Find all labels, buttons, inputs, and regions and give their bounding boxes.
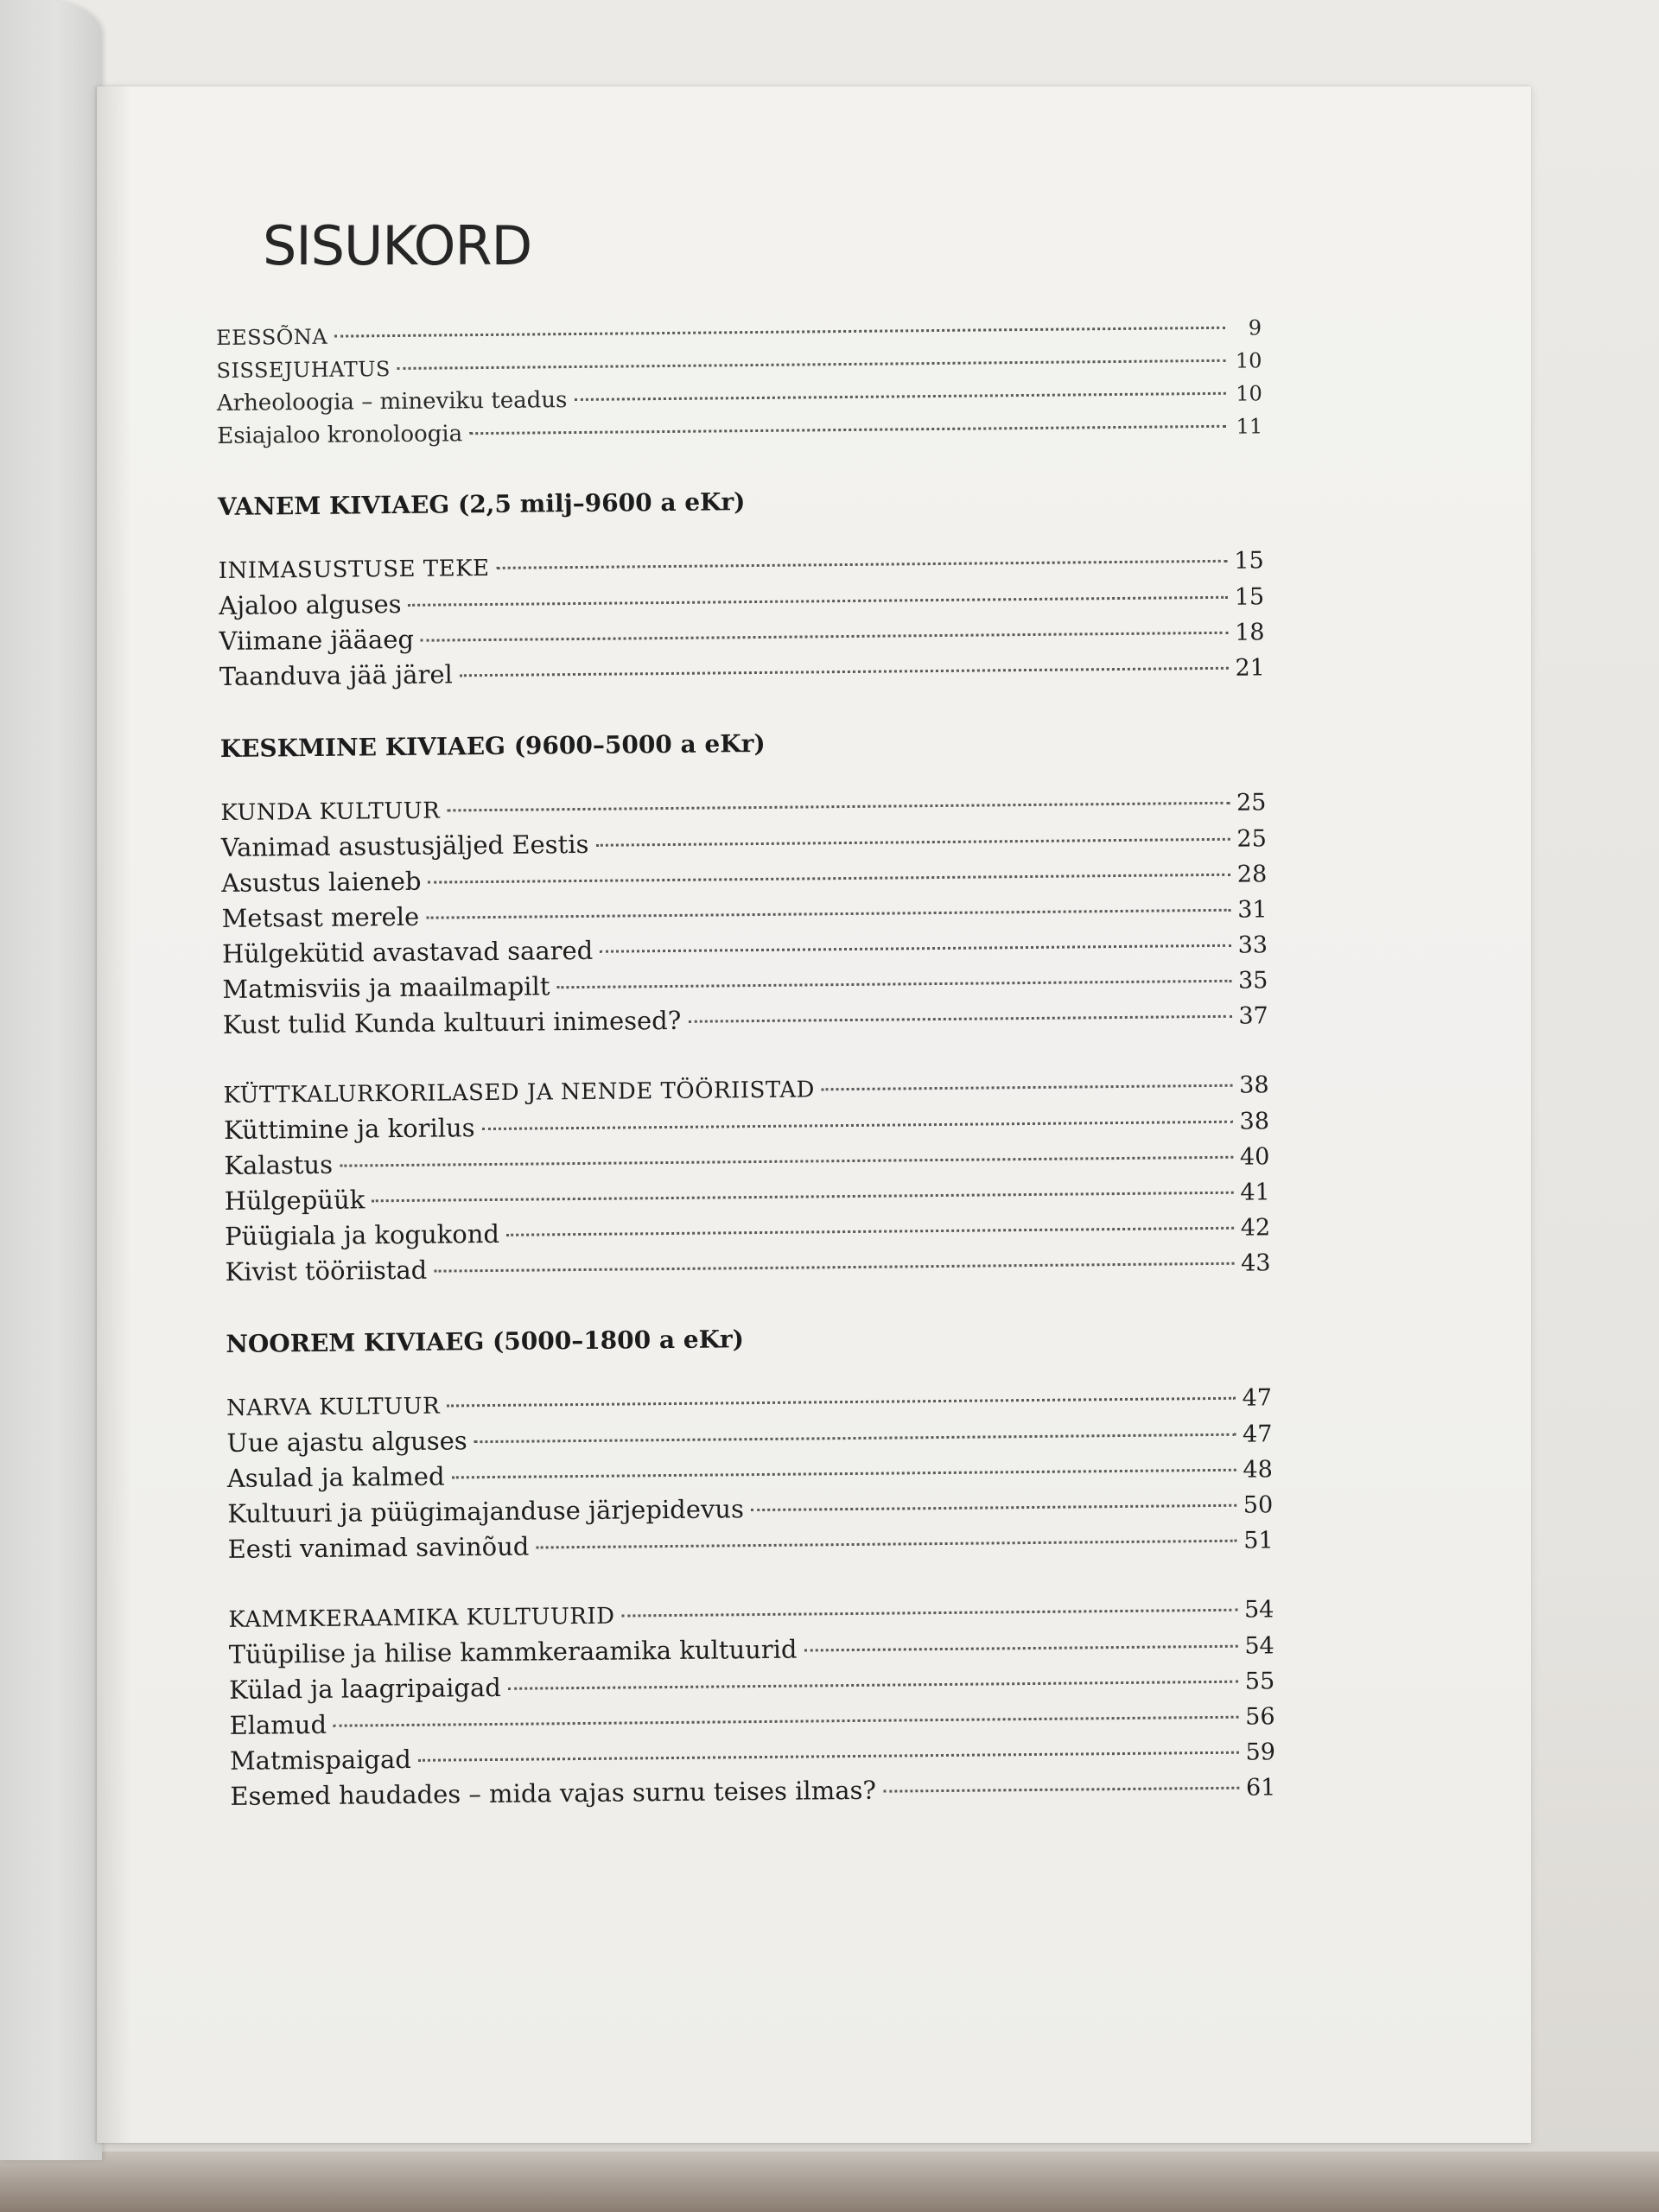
section-heading: VANEM KIVIAEG (2,5 milj–9600 a eKr) <box>217 487 746 521</box>
toc-entry-title: Ajaloo alguses <box>218 588 402 620</box>
toc-entry-page-number: 35 <box>1237 967 1268 995</box>
table-of-contents <box>216 311 1276 1849</box>
dot-leader <box>421 632 1228 642</box>
toc-entry-title: Küttimine ja korilus <box>223 1113 475 1145</box>
toc-entry-title: Uue ajastu alguses <box>226 1426 467 1458</box>
toc-entry-page-number: 15 <box>1234 583 1265 611</box>
toc-entry-title: NARVA KULTUUR <box>226 1393 441 1421</box>
dot-leader <box>340 1156 1233 1167</box>
dot-leader <box>460 667 1229 677</box>
toc-entry-title: Asustus laieneb <box>221 866 422 898</box>
toc-entry-page-number: 50 <box>1243 1491 1274 1519</box>
toc-group <box>223 1067 1270 1290</box>
toc-section <box>226 1314 1275 1815</box>
dot-leader <box>409 596 1228 607</box>
toc-entry-page-number: 10 <box>1236 381 1262 406</box>
section-heading: NOOREM KIVIAEG (5000–1800 a eKr) <box>226 1325 745 1358</box>
toc-entry-title: Kust tulid Kunda kultuuri inimesed? <box>222 1005 682 1039</box>
table-edge <box>0 2152 1659 2212</box>
dot-leader <box>418 1751 1239 1762</box>
toc-entry-title: EESSÕNA <box>216 324 328 350</box>
dot-leader <box>447 1397 1236 1408</box>
toc-group <box>228 1592 1275 1815</box>
toc-entry-title: Matmispaigad <box>229 1744 411 1776</box>
toc-entry-page-number: 37 <box>1238 1002 1268 1030</box>
toc-entry-title: Esemed haudades – mida vajas surnu teises ilmas? <box>230 1775 877 1811</box>
toc-entry-page-number: 48 <box>1243 1456 1273 1484</box>
dot-leader <box>595 838 1230 847</box>
toc-entry-title: SISSEJUHATUS <box>216 357 391 383</box>
toc-entry-page-number: 28 <box>1236 861 1268 888</box>
toc-entry-page-number: 47 <box>1242 1421 1273 1448</box>
toc-entry-title: INIMASUSTUSE TEKE <box>218 555 490 584</box>
toc-section <box>218 477 1265 695</box>
toc-group <box>220 785 1268 1043</box>
toc-entry-title: Hülgekütid avastavad saared <box>221 935 594 969</box>
dot-leader <box>434 1262 1234 1273</box>
toc-entry-page-number: 25 <box>1236 825 1267 853</box>
dot-leader <box>508 1681 1238 1690</box>
toc-entry-page-number: 38 <box>1239 1108 1270 1135</box>
toc-entry-title: KAMMKERAAMIKA KULTUURID <box>228 1603 615 1633</box>
intro-entries <box>216 311 1262 453</box>
dot-leader <box>428 874 1230 884</box>
dot-leader <box>574 392 1225 401</box>
toc-entry-page-number: 54 <box>1244 1632 1274 1660</box>
toc-entry-page-number: 9 <box>1248 315 1262 340</box>
dot-leader <box>497 560 1228 569</box>
dot-leader <box>751 1504 1236 1511</box>
dot-leader <box>334 1716 1238 1727</box>
toc-entry-title: Vanimad asustusjäljed Eestis <box>220 829 589 862</box>
dot-leader <box>883 1787 1239 1793</box>
toc-entry-title: Tüüpilise ja hilise kammkeraamika kultuurid <box>228 1634 798 1669</box>
toc-entry-page-number: 40 <box>1239 1143 1270 1171</box>
dot-leader <box>334 327 1225 338</box>
toc-entry-title: KÜTTKALURKORILASED JA NENDE TÖÖRIISTAD <box>223 1077 816 1109</box>
toc-section <box>220 719 1271 1290</box>
dot-leader <box>452 1469 1236 1479</box>
toc-entry-title: Elamud <box>229 1709 327 1740</box>
toc-entry-page-number: 59 <box>1245 1738 1276 1766</box>
dot-leader <box>372 1192 1233 1203</box>
dot-leader <box>426 909 1230 919</box>
toc-entry-page-number: 38 <box>1239 1071 1269 1099</box>
toc-entry-title: Kultuuri ja püügimajanduse järjepidevus <box>227 1494 745 1529</box>
toc-entry-page-number: 10 <box>1235 348 1262 373</box>
toc-sections <box>218 477 1276 1815</box>
toc-entry-title: Taanduva jää järel <box>219 659 453 691</box>
toc-entry-title: Kivist tööriistad <box>225 1255 428 1287</box>
toc-entry-page-number: 61 <box>1245 1774 1276 1802</box>
dot-leader <box>822 1084 1232 1091</box>
dot-leader <box>556 980 1231 988</box>
gutter-shadow <box>97 86 131 2143</box>
toc-entry-page-number: 11 <box>1236 414 1263 439</box>
dot-leader <box>600 944 1230 953</box>
toc-entry-title: Eesti vanimad savinõud <box>227 1531 530 1564</box>
toc-entry-page-number: 47 <box>1242 1384 1273 1412</box>
toc-entry-title: Matmisviis ja maailmapilt <box>222 971 550 1004</box>
book-page <box>97 86 1531 2143</box>
toc-entry-title: Kalastus <box>224 1149 334 1180</box>
dot-leader <box>469 425 1226 435</box>
toc-entry-page-number: 25 <box>1236 789 1267 817</box>
toc-entry-title: Arheoloogia – mineviku teadus <box>216 387 568 416</box>
toc-entry-page-number: 18 <box>1235 619 1265 646</box>
toc-entry-title: Püügiala ja kogukond <box>225 1218 500 1251</box>
dot-leader <box>482 1121 1233 1130</box>
dot-leader <box>688 1015 1231 1023</box>
toc-entry-title: KUNDA KULTUUR <box>220 798 441 826</box>
toc-group <box>219 543 1266 695</box>
toc-entry-title: Metsast merele <box>221 901 420 933</box>
toc-entry-page-number: 54 <box>1243 1596 1274 1624</box>
dot-leader <box>474 1433 1236 1443</box>
toc-entry-title: Esiajaloo kronoloogia <box>217 421 463 449</box>
toc-entry-page-number: 51 <box>1243 1527 1274 1554</box>
toc-entry-page-number: 41 <box>1240 1179 1270 1206</box>
toc-entry-page-number: 55 <box>1244 1668 1275 1695</box>
left-page <box>0 0 102 2160</box>
dot-leader <box>804 1645 1238 1652</box>
section-heading: KESKMINE KIVIAEG (9600–5000 a eKr) <box>219 728 766 763</box>
dot-leader <box>536 1540 1236 1549</box>
dot-leader <box>506 1227 1234 1236</box>
toc-entry-page-number: 42 <box>1240 1214 1271 1242</box>
toc-entry-page-number: 15 <box>1234 547 1264 575</box>
toc-entry-title: Hülgepüük <box>224 1185 365 1216</box>
toc-entry-page-number: 43 <box>1241 1249 1271 1277</box>
toc-title: SISUKORD <box>263 214 532 277</box>
toc-group <box>226 1380 1274 1567</box>
toc-entry-title: Külad ja laagripaigad <box>229 1672 502 1705</box>
toc-entry-page-number: 21 <box>1235 654 1266 682</box>
toc-entry-title: Viimane jääaeg <box>219 624 415 656</box>
dot-leader <box>397 359 1226 370</box>
dot-leader <box>447 802 1230 812</box>
toc-entry-title: Asulad ja kalmed <box>226 1461 445 1493</box>
toc-entry-page-number: 33 <box>1237 931 1268 959</box>
toc-entry-page-number: 56 <box>1245 1703 1275 1731</box>
toc-entry-page-number: 31 <box>1237 896 1268 924</box>
dot-leader <box>622 1609 1237 1618</box>
